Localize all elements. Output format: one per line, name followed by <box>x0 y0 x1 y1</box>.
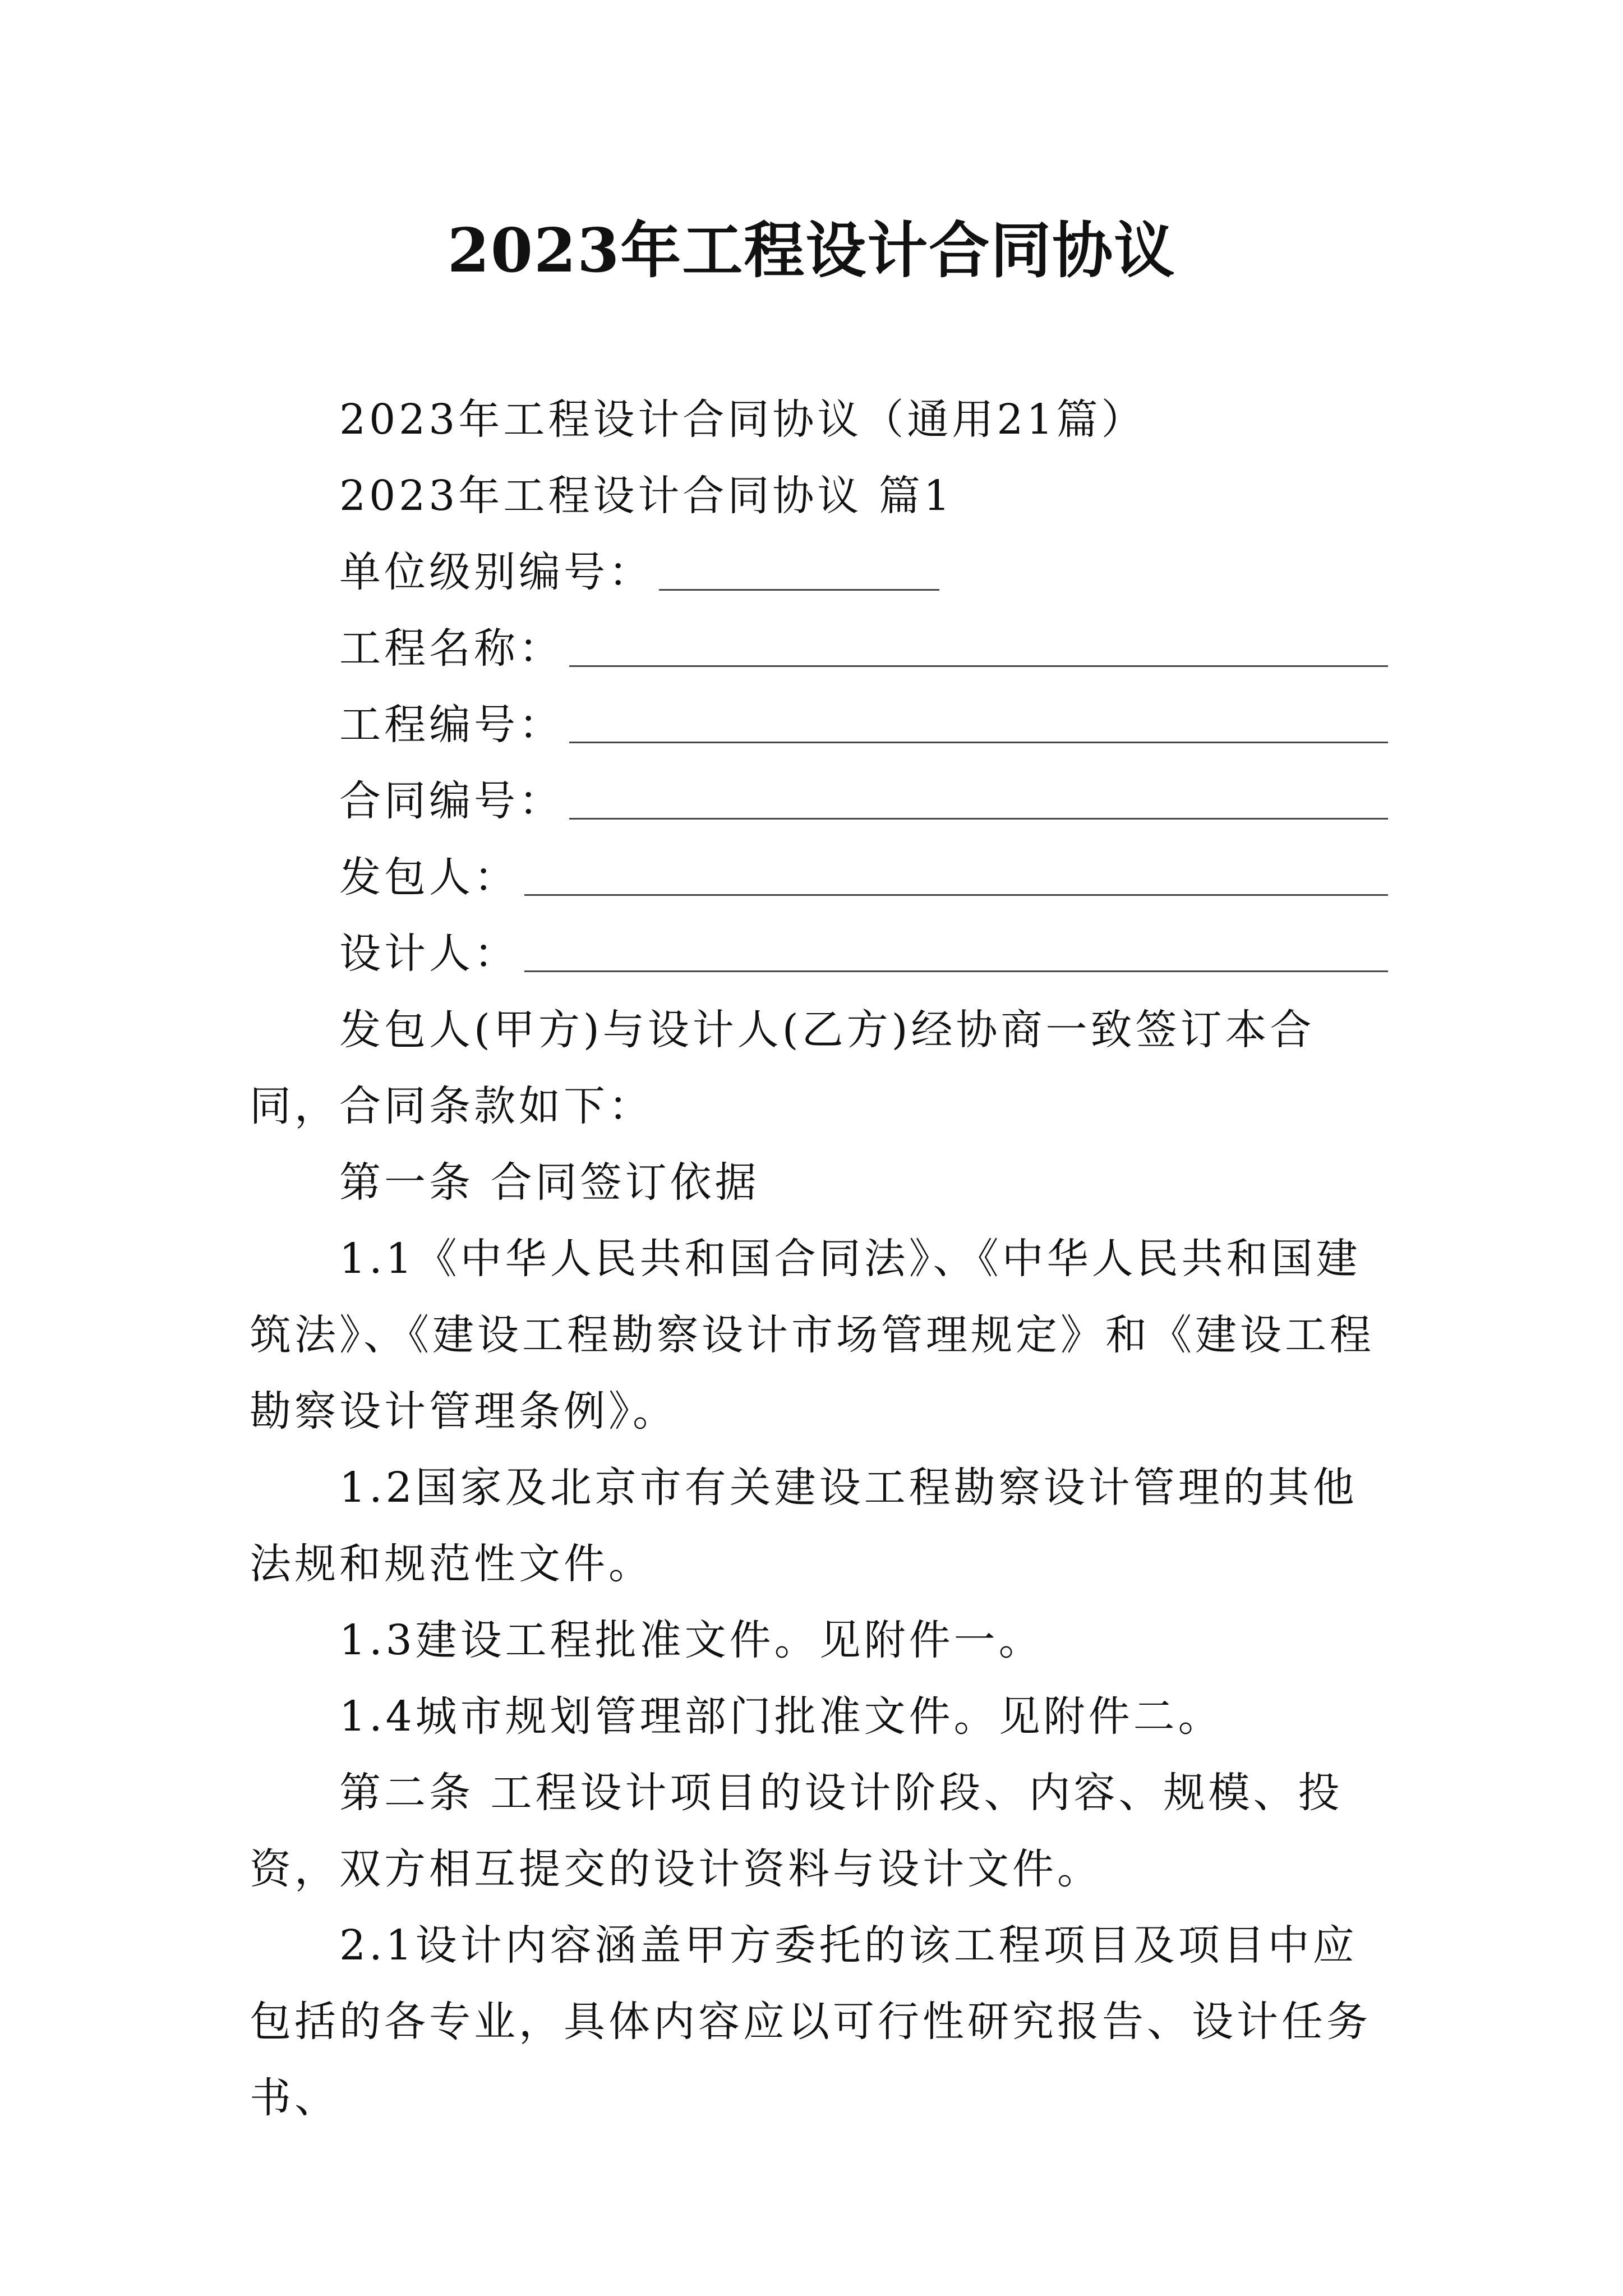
field-label: 合同编号： <box>339 777 564 825</box>
field-label: 单位级别编号： <box>339 548 653 596</box>
fill-in-blank[interactable] <box>569 628 1388 667</box>
article-1-heading: 第一条 合同签订依据 <box>339 1158 760 1207</box>
field-project-number <box>250 687 1388 763</box>
intro-paragraph: 发包人(甲方)与设计人(乙方)经协商一致签订本合同，合同条款如下： <box>250 1006 1315 1130</box>
field-label: 工程名称： <box>339 624 564 673</box>
document-title: 2023年工程设计合同协议 <box>447 215 1176 286</box>
fill-in-blank[interactable] <box>524 857 1388 896</box>
clause-1-3: 1.3建设工程批准文件。见附件一。 <box>339 1616 1044 1664</box>
field-unit-level-number <box>250 534 1388 610</box>
clause-1-1: 1.1《中华人民共和国合同法》、《中华人民共和国建筑法》、《建设工程勘察设计市场管理规定》和《建设工程勘察设计管理条例》。 <box>250 1235 1375 1435</box>
field-designer <box>250 915 1388 992</box>
clause-2-1: 2.1设计内容涵盖甲方委托的该工程项目及项目中应包括的各专业，具体内容应以可行性研究报告、设计任务书、 <box>250 1921 1371 2122</box>
document-subtitle: 2023年工程设计合同协议（通用21篇） <box>339 395 1146 444</box>
field-employer <box>250 839 1388 915</box>
field-label: 设计人： <box>339 930 519 978</box>
fill-in-blank[interactable] <box>659 552 939 591</box>
article-2-heading: 第二条 工程设计项目的设计阶段、内容、规模、投资，双方相互提交的设计资料与设计文件。 <box>250 1769 1343 1893</box>
document-body <box>250 381 1388 2136</box>
part-heading: 2023年工程设计合同协议 篇1 <box>339 472 953 520</box>
fill-in-blank[interactable] <box>569 705 1388 743</box>
clause-1-2: 1.2国家及北京市有关建设工程勘察设计管理的其他法规和规范性文件。 <box>250 1464 1358 1588</box>
fill-in-blank[interactable] <box>569 781 1388 820</box>
clause-1-4: 1.4城市规划管理部门批准文件。见附件二。 <box>339 1692 1223 1741</box>
fill-in-blank[interactable] <box>524 933 1388 972</box>
field-label: 发包人： <box>339 853 519 901</box>
field-label: 工程编号： <box>339 701 564 749</box>
field-project-name <box>250 610 1388 687</box>
field-contract-number <box>250 763 1388 839</box>
